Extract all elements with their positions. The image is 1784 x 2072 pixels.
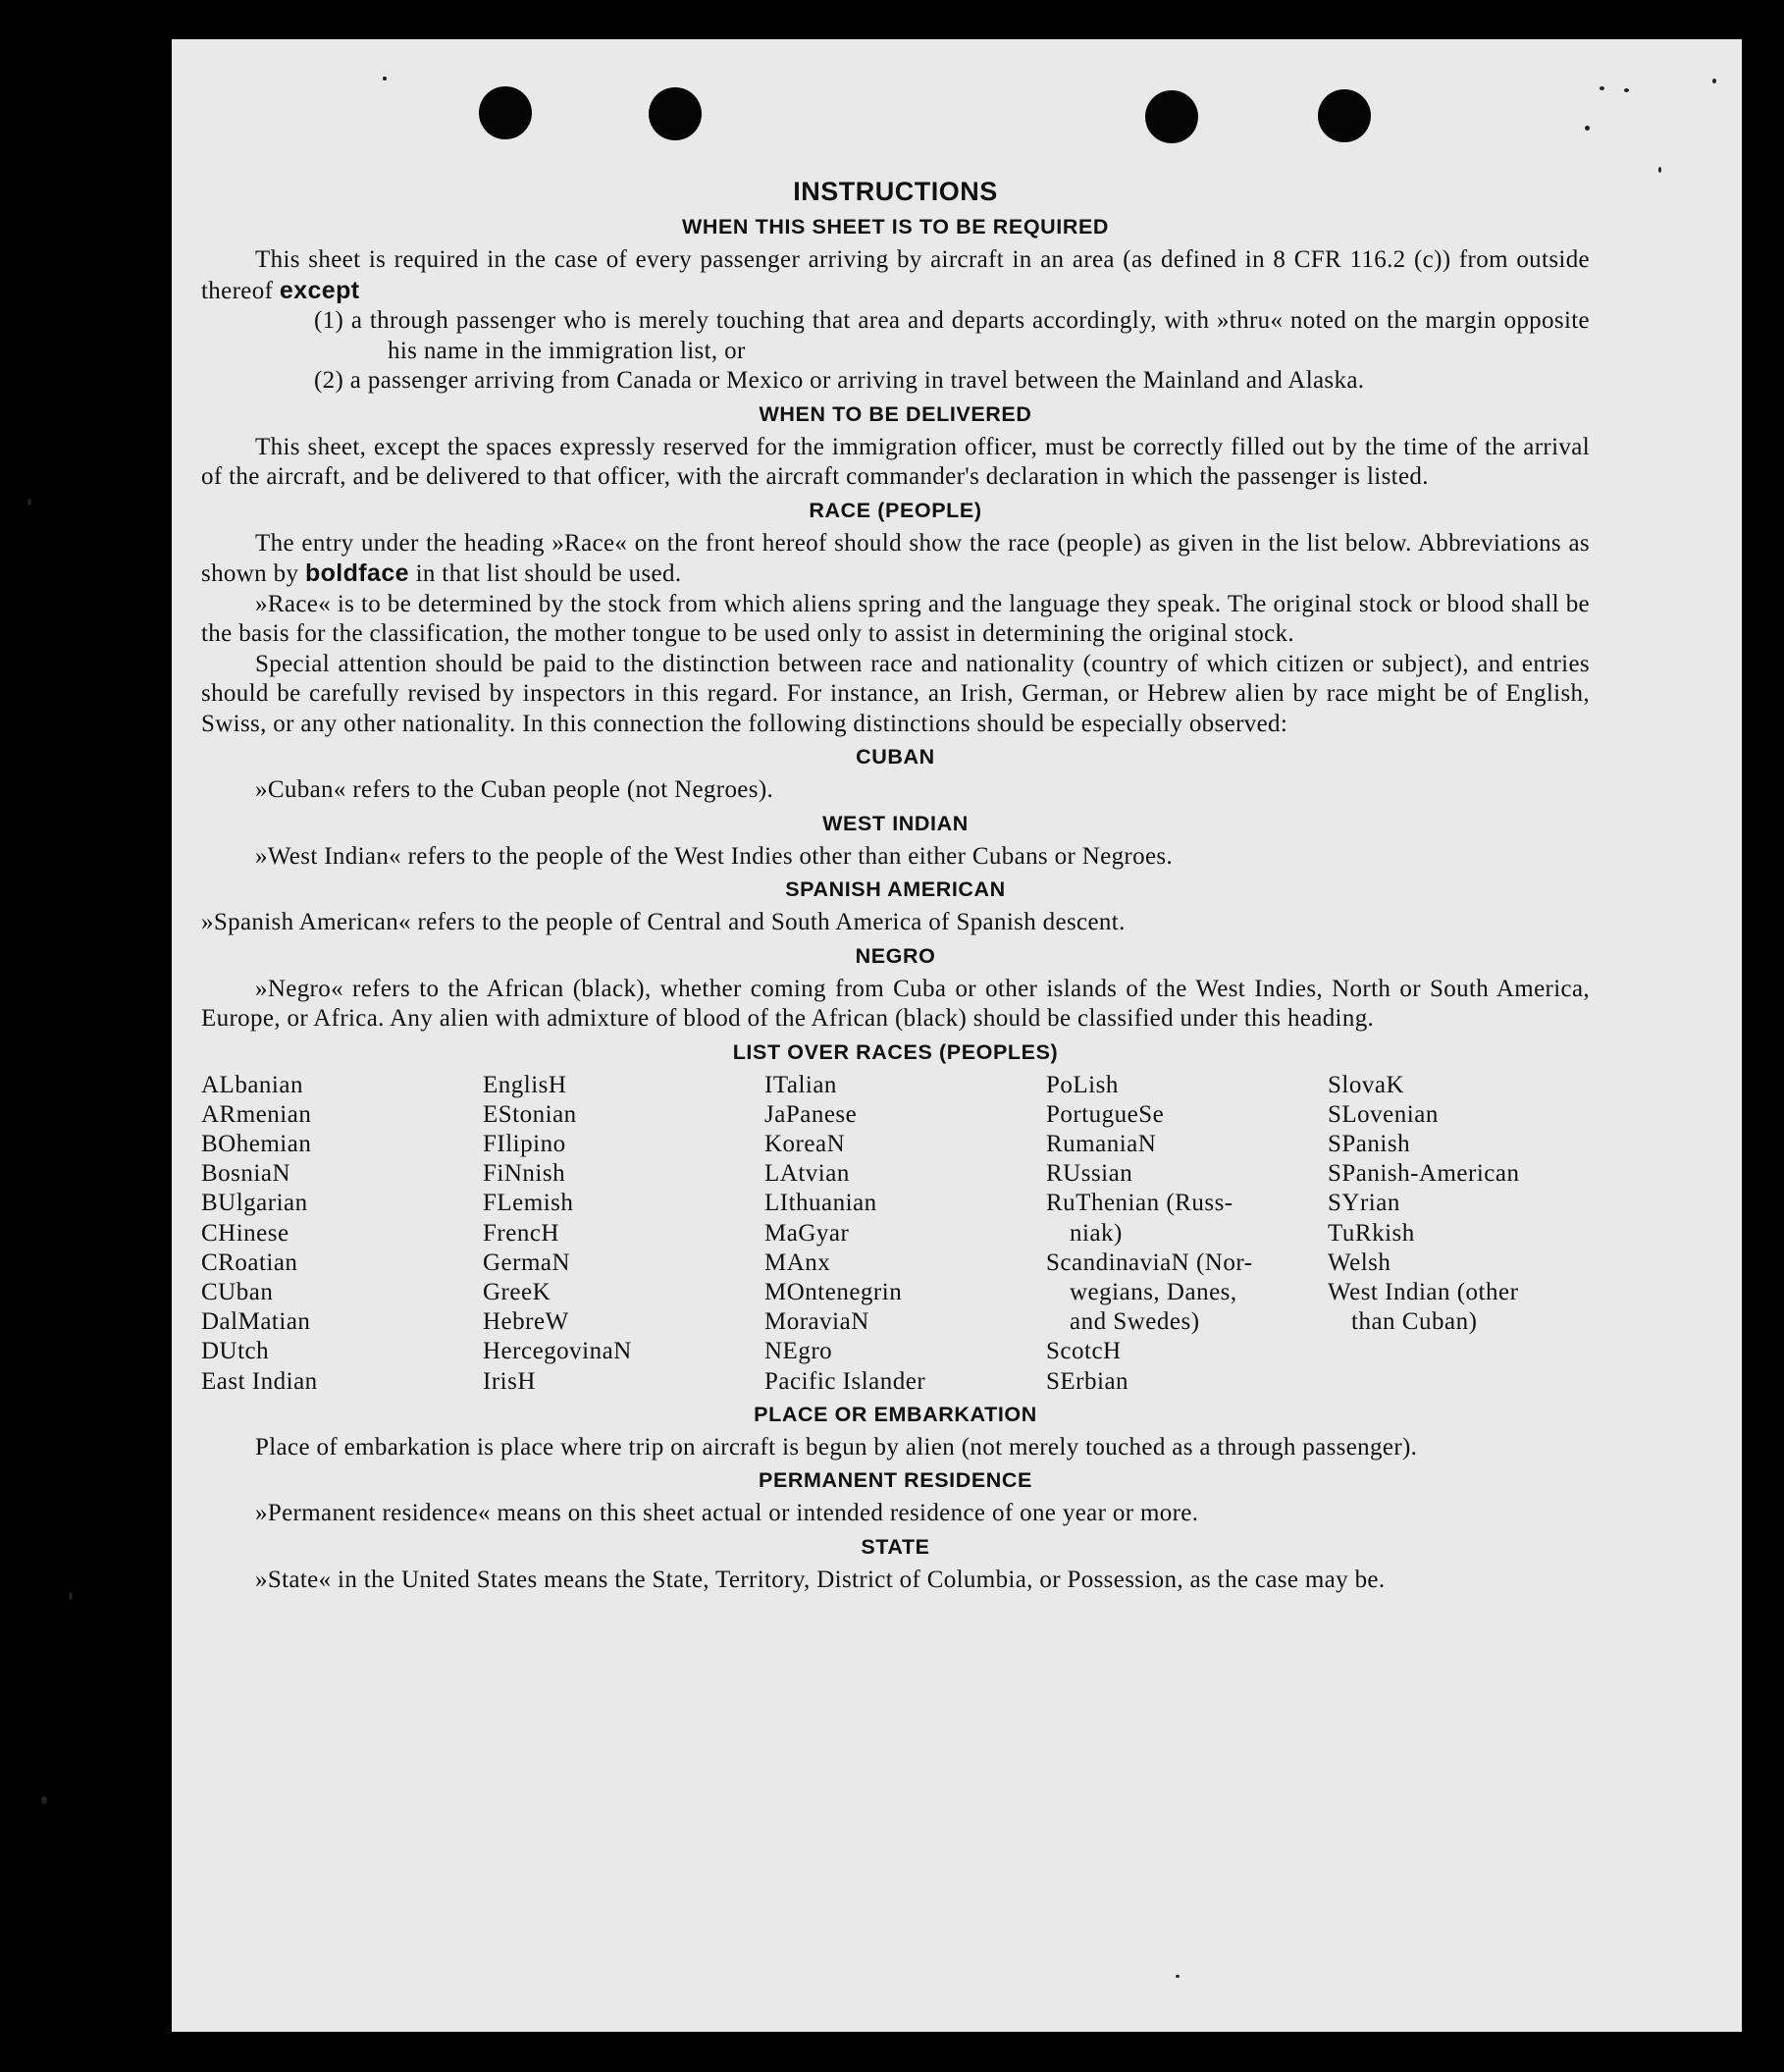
scan-speck — [1176, 1975, 1180, 1978]
race-entry: EnglisH — [483, 1071, 567, 1098]
paragraph-race-2: »Race« is to be determined by the stock from which aliens spring and the language they speak. The original stock or blood shall be the basis for the classification, the mother tongue to be used only to assist in determining the original stock. — [201, 590, 1590, 647]
race-entry: ScotcH — [1046, 1338, 1122, 1365]
race-entry: West Indian (other — [1328, 1278, 1519, 1305]
race-entry: GermaN — [483, 1249, 571, 1276]
race-entry: CUban — [201, 1278, 274, 1305]
paragraph-when-required — [201, 245, 1590, 306]
bold-except: except — [279, 276, 360, 304]
list-item-2: (2) a passenger arriving from Canada or Mexico or arriving in travel between the Mainland and Alaska. — [314, 367, 1365, 394]
races-column-1 — [201, 1071, 483, 1397]
heading-permanent-residence: PERMANENT RESIDENCE — [759, 1468, 1032, 1493]
race-entry: CHinese — [201, 1219, 289, 1247]
races-list — [201, 1071, 1590, 1397]
scan-speck — [1658, 167, 1661, 173]
scan-speck — [27, 499, 31, 505]
paragraph-spanish-american: »Spanish American« refers to the people of Central and South America of Spanish descent. — [201, 909, 1126, 935]
race-entry: MOntenegrin — [764, 1278, 903, 1305]
race-entry: RUssian — [1046, 1160, 1133, 1188]
scan-speck — [1585, 126, 1590, 131]
text-span: The entry under the heading »Race« on the front hereof should show the race (people) as given in the list below. Abbreviations as shown by — [201, 529, 1590, 587]
race-entry: FIlipino — [483, 1130, 566, 1157]
race-entry-continuation: than Cuban) — [1351, 1308, 1478, 1336]
bold-boldface: boldface — [304, 559, 409, 587]
race-entry: ARmenian — [201, 1100, 312, 1128]
race-entry: MaGyar — [764, 1219, 850, 1247]
race-entry: BosniaN — [201, 1160, 290, 1188]
races-column-4 — [1046, 1071, 1328, 1397]
race-entry: Pacific Islander — [764, 1367, 926, 1395]
race-entry: SLovenian — [1328, 1100, 1439, 1128]
text-span: This sheet is required in the case of every passenger arriving by aircraft in an area (as defined in 8 CFR 116.2 (c)) from outside thereof — [201, 246, 1590, 304]
scan-speck — [69, 1592, 73, 1600]
race-entry: ScandinaviaN (Nor- — [1046, 1249, 1253, 1276]
punch-hole — [479, 86, 532, 139]
races-column-3 — [764, 1071, 1046, 1397]
race-entry: East Indian — [201, 1367, 318, 1395]
heading-when-required: WHEN THIS SHEET IS TO BE REQUIRED — [681, 215, 1110, 239]
paragraph-cuban: »Cuban« refers to the Cuban people (not Negroes). — [255, 776, 774, 803]
heading-spanish-american: SPANISH AMERICAN — [785, 877, 1006, 901]
page-title: INSTRUCTIONS — [793, 177, 998, 206]
race-entry: SlovaK — [1328, 1071, 1404, 1098]
text-span: in that list should be used. — [415, 560, 682, 587]
scan-speck — [1600, 86, 1604, 90]
race-entry: FiNnish — [483, 1160, 566, 1188]
race-entry: PortugueSe — [1046, 1100, 1165, 1128]
race-entry: PoLish — [1046, 1071, 1119, 1098]
races-column-2 — [483, 1071, 764, 1397]
race-entry-continuation: wegians, Danes, — [1070, 1278, 1237, 1305]
race-entry: KoreaN — [764, 1130, 846, 1157]
heading-negro: NEGRO — [855, 943, 936, 968]
race-entry: SPanish — [1328, 1130, 1411, 1157]
race-entry: SPanish-American — [1328, 1160, 1520, 1188]
paragraph-race-3: Special attention should be paid to the distinction between race and nationality (country of which citizen or subject), and entries should be carefully revised by inspectors in this regard. For instance, an Irish, German, or Hebrew alien by race might be of English, Swiss, or any other nationality. In this connection the following distinctions should be especially observed: — [201, 650, 1590, 737]
race-entry: SYrian — [1328, 1190, 1400, 1217]
race-entry: BUlgarian — [201, 1190, 308, 1217]
paragraph-embarkation: Place of embarkation is place where trip on aircraft is begun by alien (not merely touched as a through passenger). — [255, 1433, 1418, 1461]
scan-speck — [1624, 88, 1629, 92]
paragraph-negro: »Negro« refers to the African (black), whether coming from Cuba or other islands of the West Indies, North or South America, Europe, or Africa. Any alien with admixture of blood of the African (black) should be classified under this heading. — [201, 975, 1590, 1032]
race-entry: EStonian — [483, 1100, 577, 1128]
heading-state: STATE — [861, 1534, 930, 1559]
heading-west-indian: WEST INDIAN — [822, 811, 969, 835]
punch-hole — [1145, 90, 1198, 143]
race-entry: FrencH — [483, 1219, 559, 1247]
race-entry: CRoatian — [201, 1249, 298, 1276]
race-entry: BOhemian — [201, 1130, 312, 1157]
heading-race: RACE (PEOPLE) — [809, 498, 982, 522]
race-entry-continuation: niak) — [1070, 1219, 1123, 1247]
race-entry: LIthuanian — [764, 1190, 877, 1217]
paragraph-when-delivered: This sheet, except the spaces expressly reserved for the immigration officer, must be correctly filled out by the time of the arrival of the aircraft, and be delivered to that officer, with the aircraft commander's declaration in which the passenger is listed. — [201, 433, 1590, 490]
scan-speck — [1712, 79, 1716, 83]
scan-speck — [41, 1796, 47, 1804]
scan-speck — [383, 77, 387, 80]
race-entry: ALbanian — [201, 1071, 303, 1098]
paragraph-permanent-residence: »Permanent residence« means on this sheet actual or intended residence of one year or more. — [255, 1500, 1199, 1527]
race-entry: LAtvian — [764, 1160, 850, 1188]
punch-hole — [1318, 89, 1371, 142]
race-entry: MAnx — [764, 1249, 831, 1276]
race-entry: MoraviaN — [764, 1308, 869, 1336]
race-entry: DUtch — [201, 1338, 270, 1365]
race-entry: GreeK — [483, 1278, 551, 1305]
race-entry: RuThenian (Russ- — [1046, 1190, 1233, 1217]
race-entry: ITalian — [764, 1071, 837, 1098]
heading-when-delivered: WHEN TO BE DELIVERED — [759, 401, 1032, 426]
heading-cuban: CUBAN — [856, 745, 935, 769]
race-entry-continuation: and Swedes) — [1070, 1308, 1200, 1336]
race-entry: SErbian — [1046, 1367, 1129, 1395]
races-column-5 — [1328, 1071, 1590, 1397]
race-entry: NEgro — [764, 1338, 833, 1365]
heading-embarkation: PLACE OR EMBARKATION — [754, 1402, 1037, 1426]
punch-hole — [649, 87, 702, 140]
paragraph-west-indian: »West Indian« refers to the people of the West Indies other than either Cubans or Negroes. — [255, 842, 1174, 870]
race-entry: FLemish — [483, 1190, 574, 1217]
paragraph-race-1 — [201, 529, 1590, 590]
race-entry: RumaniaN — [1046, 1130, 1157, 1157]
paragraph-state: »State« in the United States means the State, Territory, District of Columbia, or Possession, as the case may be. — [255, 1566, 1386, 1593]
race-entry: TuRkish — [1328, 1219, 1415, 1247]
instructions-text — [201, 167, 1590, 1595]
list-item-1: (1) a through passenger who is merely touching that area and departs accordingly, with »thru« noted on the margin opposite his name in the immigration list, or — [314, 307, 1590, 364]
race-entry: HercegovinaN — [483, 1338, 632, 1365]
race-entry: HebreW — [483, 1308, 569, 1336]
race-entry: DalMatian — [201, 1308, 311, 1336]
race-entry: JaPanese — [764, 1100, 858, 1128]
race-entry: Welsh — [1328, 1249, 1391, 1276]
race-entry: IrisH — [483, 1367, 536, 1395]
heading-list-races: LIST OVER RACES (PEOPLES) — [732, 1039, 1059, 1064]
